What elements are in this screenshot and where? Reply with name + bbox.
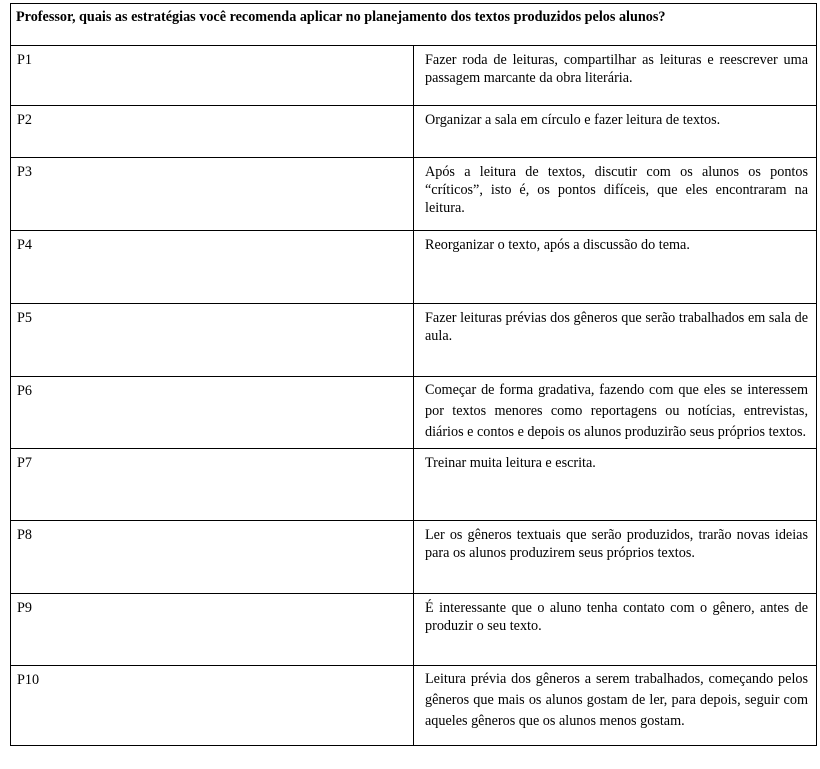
- responses-table: [10, 3, 817, 746]
- participant-answer: É interessante que o aluno tenha contato com o gênero, antes de produzir o seu texto.: [414, 594, 817, 666]
- participant-id: P9: [11, 594, 414, 666]
- participant-id: P8: [11, 521, 414, 594]
- question-heading: Professor, quais as estratégias você recomenda aplicar no planejamento dos textos produzidos pelos alunos?: [11, 4, 817, 46]
- participant-id: P6: [11, 377, 414, 449]
- header-row: [11, 4, 817, 46]
- participant-answer: Reorganizar o texto, após a discussão do tema.: [414, 231, 817, 304]
- table-row: [11, 666, 817, 746]
- participant-id: P10: [11, 666, 414, 746]
- participant-answer: Treinar muita leitura e escrita.: [414, 449, 817, 521]
- table-row: [11, 304, 817, 377]
- participant-answer: Organizar a sala em círculo e fazer leitura de textos.: [414, 106, 817, 158]
- participant-id: P3: [11, 158, 414, 231]
- table-row: [11, 449, 817, 521]
- table-row: [11, 377, 817, 449]
- participant-answer: Ler os gêneros textuais que serão produzidos, trarão novas ideias para os alunos produzirem seus próprios textos.: [414, 521, 817, 594]
- participant-id: P1: [11, 46, 414, 106]
- table-row: [11, 231, 817, 304]
- participant-id: P4: [11, 231, 414, 304]
- participant-answer: Fazer roda de leituras, compartilhar as leituras e reescrever uma passagem marcante da obra literária.: [414, 46, 817, 106]
- table-row: [11, 158, 817, 231]
- participant-answer: Após a leitura de textos, discutir com os alunos os pontos “críticos”, isto é, os pontos difíceis, que eles encontraram na leitura.: [414, 158, 817, 231]
- table-row: [11, 521, 817, 594]
- participant-id: P7: [11, 449, 414, 521]
- participant-answer: Fazer leituras prévias dos gêneros que serão trabalhados em sala de aula.: [414, 304, 817, 377]
- table-row: [11, 46, 817, 106]
- table-row: [11, 594, 817, 666]
- participant-answer: Leitura prévia dos gêneros a serem trabalhados, começando pelos gêneros que mais os alunos gostam de ler, para depois, seguir com aqueles gêneros que os alunos menos gostam.: [414, 666, 817, 746]
- participant-id: P5: [11, 304, 414, 377]
- participant-answer: Começar de forma gradativa, fazendo com que eles se interessem por textos menores como reportagens ou notícias, entrevistas, diários e contos e depois os alunos produzirão seus próprios textos.: [414, 377, 817, 449]
- table-row: [11, 106, 817, 158]
- participant-id: P2: [11, 106, 414, 158]
